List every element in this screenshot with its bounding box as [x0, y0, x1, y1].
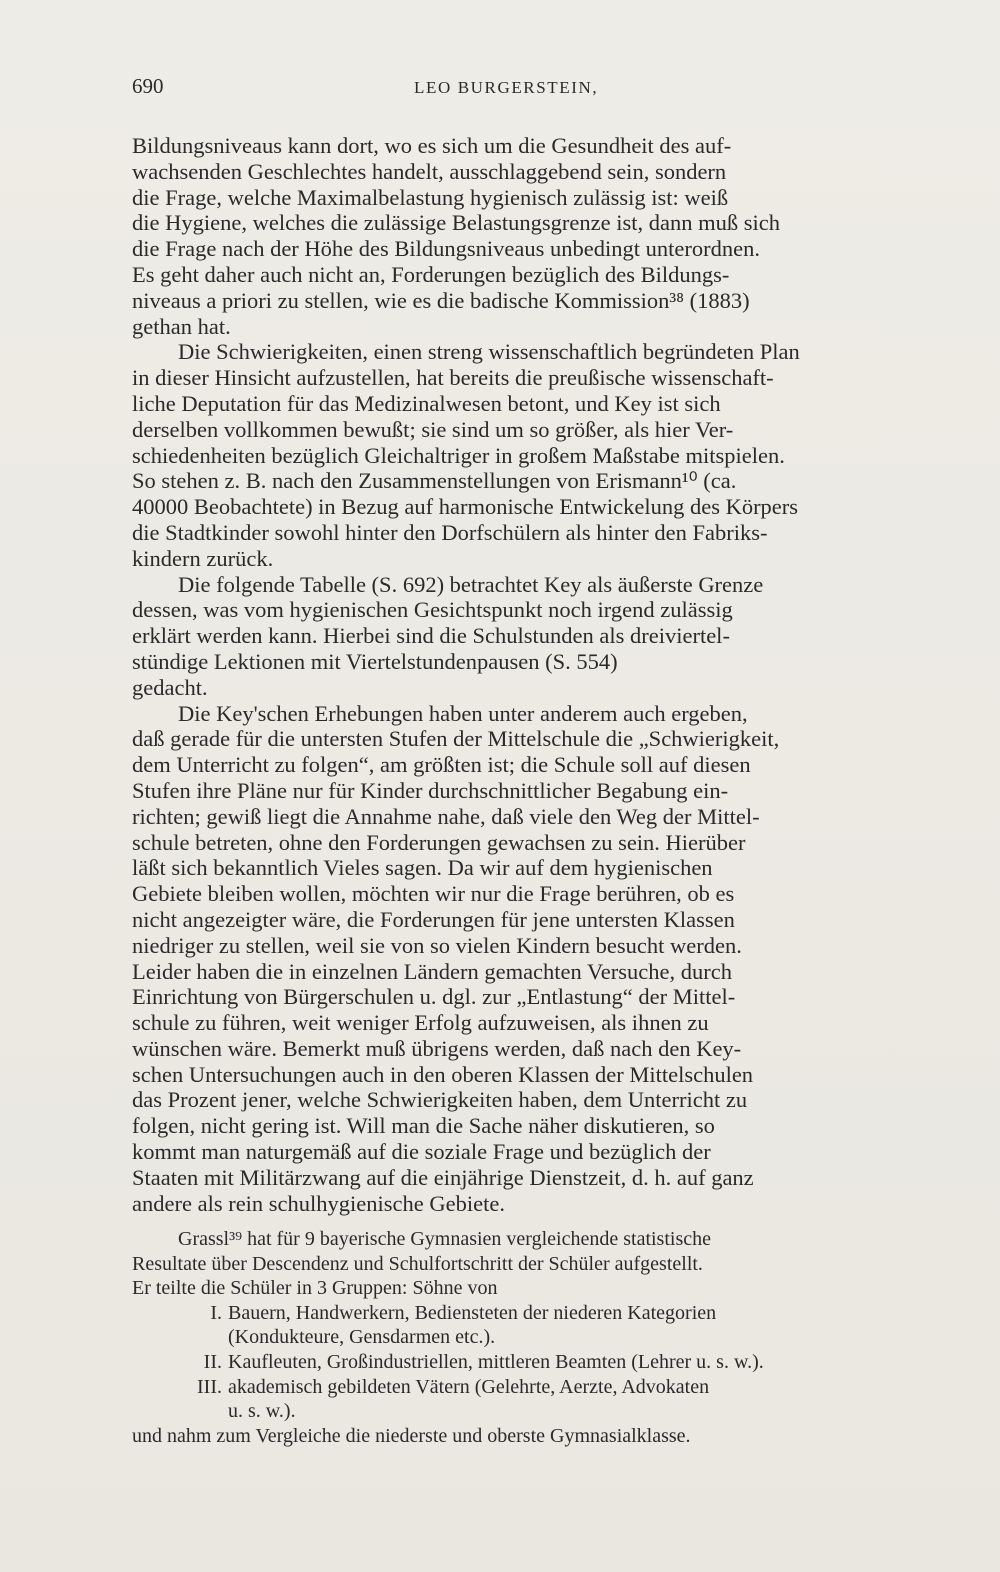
- list-item: [132, 1375, 916, 1424]
- text-line: u. s. w.).: [228, 1400, 296, 1423]
- paragraph-4: [132, 701, 916, 1217]
- list-item-body: [228, 1350, 916, 1375]
- text-line: die Stadtkinder sowohl hinter den Dorfschülern als hinter den Fabriks-: [132, 519, 768, 545]
- page-header: [132, 74, 916, 104]
- paragraph-1: [132, 133, 916, 339]
- text-line: wünschen wäre. Bemerkt muß übrigens werden, daß nach den Key-: [132, 1035, 742, 1061]
- text-line: nicht angezeigter wäre, die Forderungen für jene untersten Klassen: [132, 906, 735, 932]
- list-item-body: [228, 1301, 916, 1350]
- text-line: So stehen z. B. nach den Zusammenstellungen von Erismann¹⁰ (ca.: [132, 468, 737, 494]
- text-line: kindern zurück.: [132, 545, 274, 571]
- body-text: [132, 133, 916, 1216]
- text-line: Bildungsniveaus kann dort, wo es sich um die Gesundheit des auf-: [132, 133, 732, 158]
- text-line: akademisch gebildeten Vätern (Gelehrte, Aerzte, Advokaten: [228, 1375, 710, 1398]
- list-item: [132, 1301, 916, 1350]
- text-line: kommt man naturgemäß auf die soziale Frage und bezüglich der: [132, 1139, 711, 1165]
- list-item: [132, 1350, 916, 1375]
- text-line: wachsenden Geschlechtes handelt, ausschlaggebend sein, sondern: [132, 158, 727, 184]
- text-line: Kaufleuten, Großindustriellen, mittleren Beamten (Lehrer u. s. w.).: [228, 1350, 764, 1373]
- text-line: derselben vollkommen bewußt; sie sind um so größer, als hier Ver-: [132, 416, 734, 442]
- text-line: Einrichtung von Bürgerschulen u. dgl. zur „Entlastung“ der Mittel-: [132, 984, 736, 1010]
- text-line: Er teilte die Schüler in 3 Gruppen: Söhne von: [132, 1277, 498, 1300]
- text-line: andere als rein schulhygienische Gebiete.: [132, 1190, 505, 1216]
- text-line: liche Deputation für das Medizinalwesen betont, und Key ist sich: [132, 390, 721, 416]
- text-line: Die Key'schen Erhebungen haben unter anderem auch ergeben,: [178, 700, 748, 726]
- text-line: Bauern, Handwerkern, Bediensteten der niederen Kategorien: [228, 1301, 717, 1324]
- text-line: schen Untersuchungen auch in den oberen Klassen der Mittelschulen: [132, 1061, 754, 1087]
- text-line: erklärt werden kann. Hierbei sind die Schulstunden als dreiviertel-: [132, 623, 730, 649]
- small-print-closing: und nahm zum Vergleiche die niederste und oberste Gymnasialklasse.: [132, 1424, 691, 1447]
- text-line: dem Unterricht zu folgen“, am größten ist; die Schule soll auf diesen: [132, 752, 751, 778]
- text-line: in dieser Hinsicht aufzustellen, hat bereits die preußische wissenschaft-: [132, 365, 774, 391]
- text-line: dessen, was vom hygienischen Gesichtspunkt noch irgend zulässig: [132, 597, 733, 623]
- text-line: die Frage, welche Maximalbelastung hygienisch zulässig ist: weiß: [132, 184, 729, 210]
- list-item-number: II.: [203, 1350, 222, 1373]
- text-line: Grassl³⁹ hat für 9 bayerische Gymnasien vergleichende statistische: [178, 1228, 711, 1250]
- text-line: Staaten mit Militärzwang auf die einjährige Dienstzeit, d. h. auf ganz: [132, 1164, 754, 1190]
- list-item-number: I.: [210, 1301, 222, 1324]
- text-line: Gebiete bleiben wollen, möchten wir nur die Frage berühren, ob es: [132, 881, 735, 907]
- list-item-number: III.: [197, 1375, 222, 1398]
- text-line: 40000 Beobachtete) in Bezug auf harmonische Entwickelung des Körpers: [132, 494, 799, 520]
- text-line: (Kondukteure, Gensdarmen etc.).: [228, 1326, 496, 1349]
- text-line: Leider haben die in einzelnen Ländern gemachten Versuche, durch: [132, 958, 732, 984]
- paragraph-2: [132, 339, 916, 571]
- text-line: die Frage nach der Höhe des Bildungsniveaus unbedingt unterordnen.: [132, 236, 760, 262]
- small-print-intro: [132, 1227, 916, 1301]
- text-line: daß gerade für die untersten Stufen der Mittelschule die „Schwierigkeit,: [132, 726, 780, 752]
- text-line: niedriger zu stellen, weil sie von so vielen Kindern besucht werden.: [132, 932, 742, 958]
- paragraph-3: [132, 572, 916, 701]
- running-head: LEO BURGERSTEIN,: [414, 78, 599, 97]
- text-line: richten; gewiß liegt die Annahme nahe, daß viele den Weg der Mittel-: [132, 803, 760, 829]
- text-line: schule betreten, ohne den Forderungen gewachsen zu sein. Hierüber: [132, 829, 746, 855]
- text-line: stündige Lektionen mit Viertelstundenpausen (S. 554): [132, 648, 618, 674]
- text-line: schule zu führen, weit weniger Erfolg aufzuweisen, als ihnen zu: [132, 1010, 709, 1036]
- text-line: gedacht.: [132, 674, 208, 700]
- group-list: [132, 1301, 916, 1424]
- text-line: die Hygiene, welches die zulässige Belastungsgrenze ist, dann muß sich: [132, 210, 780, 236]
- text-line: Die folgende Tabelle (S. 692) betrachtet Key als äußerste Grenze: [178, 571, 764, 597]
- small-print-section: [132, 1227, 916, 1448]
- list-item-body: [228, 1375, 916, 1424]
- text-line: Die Schwierigkeiten, einen streng wissenschaftlich begründeten Plan: [178, 339, 800, 365]
- text-line: schiedenheiten bezüglich Gleichaltriger in großem Maßstabe mitspielen.: [132, 442, 785, 468]
- page-number: 690: [132, 74, 164, 98]
- text-line: Es geht daher auch nicht an, Forderungen bezüglich des Bildungs-: [132, 261, 730, 287]
- text-line: gethan hat.: [132, 313, 231, 339]
- text-line: folgen, nicht gering ist. Will man die Sache näher diskutieren, so: [132, 1113, 715, 1139]
- text-line: das Prozent jener, welche Schwierigkeiten haben, dem Unterricht zu: [132, 1087, 748, 1113]
- text-line: Resultate über Descendenz und Schulfortschritt der Schüler aufgestellt.: [132, 1252, 703, 1275]
- text-line: Stufen ihre Pläne nur für Kinder durchschnittlicher Begabung ein-: [132, 777, 729, 803]
- text-line: läßt sich bekanntlich Vieles sagen. Da wir auf dem hygienischen: [132, 855, 713, 881]
- text-line: niveaus a priori zu stellen, wie es die badische Kommission³⁸ (1883): [132, 287, 750, 313]
